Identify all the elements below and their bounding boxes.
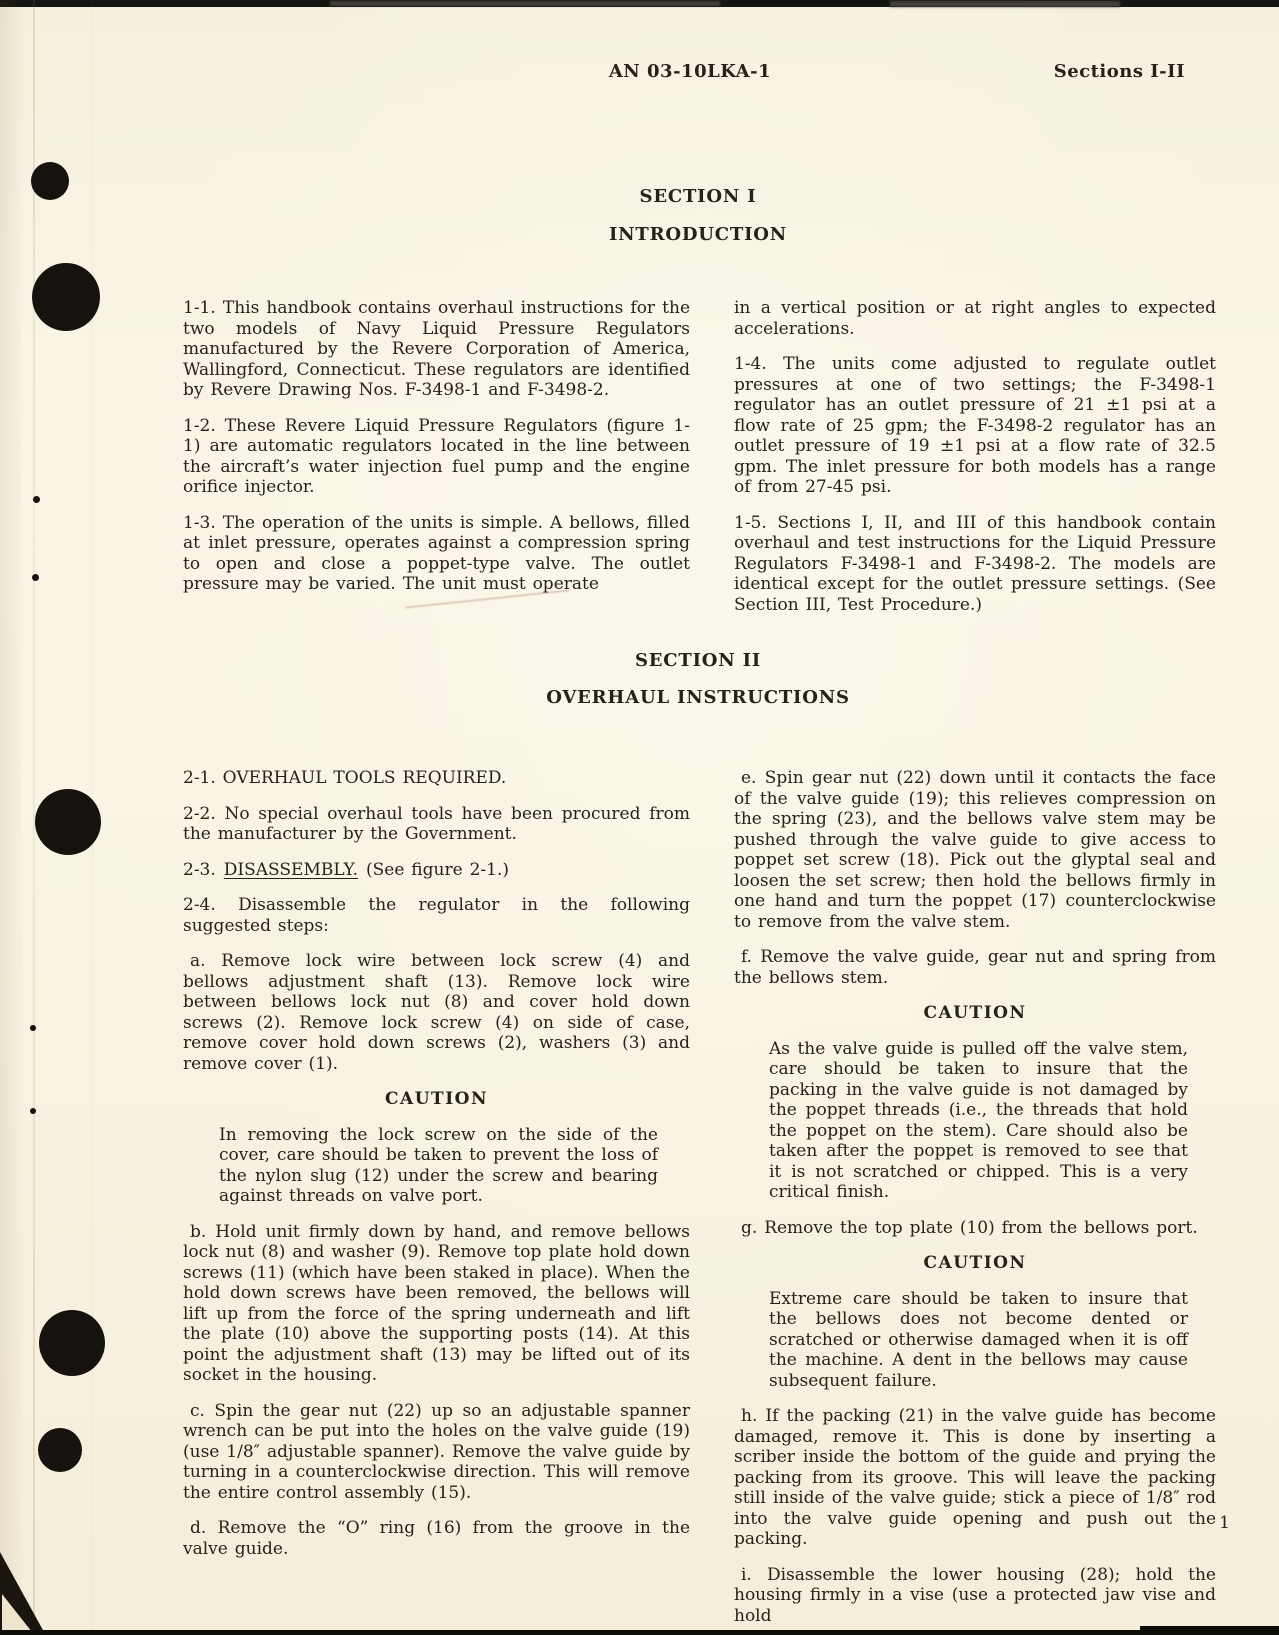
caution-heading: CAUTION (385, 1089, 488, 1109)
caution-heading: CAUTION (923, 1253, 1027, 1273)
caution-text: As the valve guide is pulled off the valve stem, care should be taken to insure that the packing in the valve guide is not damaged by the poppet threads (i.e., the threads that hold the poppet on the stem). Care should also be taken after the poppet is removed to see that it is not scratched or chipped. This is a very critical finish. (769, 1038, 1188, 1202)
step-g: g. Remove the top plate (10) from the bellows port. (741, 1217, 1198, 1238)
para-1-3: 1-3. The operation of the units is simple. A bellows, filled at inlet pressure, operates against a compression spring to open and close a poppet-type valve. The outlet pressure may be varied. The unit must operate (183, 512, 690, 594)
para-1-2: 1-2. These Revere Liquid Pressure Regulators (figure 1-1) are automatic regulators located in the line between the aircraft’s water injection fuel pump and the engine orifice injector. (183, 415, 690, 497)
binder-hole-dot (35, 789, 101, 855)
paper-edge-shade (0, 0, 22, 1635)
section2-subtitle: OVERHAUL INSTRUCTIONS (546, 687, 850, 708)
step-f: f. Remove the valve guide, gear nut and spring from the bellows stem. (734, 947, 1216, 988)
caution-heading: CAUTION (923, 1003, 1027, 1023)
ink-speck (33, 496, 40, 503)
step-c: c. Spin the gear nut (22) up so an adjustable spanner wrench can be put into the holes on the valve guide (19) (use 1/8″ adjustable spanner). Remove the valve guide by turning in a counterclockwise direction. This will remove the entire control assembly (15). (183, 1400, 690, 1503)
binder-hole-dot (32, 263, 100, 331)
document-number: AN 03-10LKA-1 (608, 61, 772, 82)
header-sections-reference: Sections I-II (1053, 61, 1185, 82)
para-1-5: 1-5. Sections I, II, and III of this handbook contain overhaul and test instructions for the Liquid Pressure Regulators F-3498-1 and F-3498-2. The models are identical except for the outlet pressure settings. (See Section III, Test Procedure.) (734, 512, 1216, 615)
para-1-3-continued: in a vertical position or at right angles to expected accelerations. (734, 298, 1216, 339)
scan-edge-smudge (890, 1, 1120, 7)
binder-hole-dot (39, 1310, 105, 1376)
section2-title: SECTION II (634, 650, 762, 671)
ink-speck (30, 1025, 36, 1031)
para-2-2: 2-2. No special overhaul tools have been procured from the manufacturer by the Government. (183, 803, 690, 844)
section2-left-column (183, 768, 690, 1574)
step-a: a. Remove lock wire between lock screw (4) and bellows adjustment shaft (13). Remove lock wire between bellows lock nut (8) and cover hold down screws (2). Remove lock screw (4) on side of case, remove cover hold down screws (2), washers (3) and remove cover (1). (183, 951, 690, 1074)
step-i: i. Disassemble the lower housing (28); hold the housing firmly in a vise (use a protected jaw vise and hold (734, 1564, 1216, 1626)
section1-right-column (734, 298, 1216, 630)
section1-title: SECTION I (639, 186, 757, 207)
scan-edge-smudge (330, 1, 720, 6)
ink-speck (32, 574, 39, 581)
section1-left-column (183, 298, 690, 610)
step-e: e. Spin gear nut (22) down until it contacts the face of the valve guide (19); this relieves compression on the spring (23), and the bellows valve stem may be pushed through the valve guide to give access to poppet set screw (18). Pick out the glyptal seal and loosen the set screw; then hold the bellows firmly in one hand and turn the poppet (17) counterclockwise to remove from the valve stem. (734, 768, 1216, 932)
caution-text: Extreme care should be taken to insure that the bellows does not become dented or scratched or otherwise damaged when it is off the machine. A dent in the bellows may cause subsequent failure. (769, 1288, 1188, 1391)
step-b: b. Hold unit firmly down by hand, and remove bellows lock nut (8) and washer (9). Remove top plate hold down screws (11) (which have been staked in place). When the hold down screws have been removed, the bellows will lift up from the force of the spring underneath and lift the plate (10) above the supporting posts (14). At this point the adjustment shaft (13) may be lifted out of its socket in the housing. (183, 1221, 690, 1385)
scan-edge-top (0, 0, 1279, 7)
step-h: h. If the packing (21) in the valve guide has become damaged, remove it. This is done by inserting a scriber inside the bottom of the guide and prying the packing from its groove. This will leave the packing still inside of the valve guide; stick a piece of 1/8″ rod into the valve guide opening and push out the packing. (734, 1406, 1216, 1549)
para-2-4: 2-4. Disassemble the regulator in the following suggested steps: (183, 895, 690, 936)
para-2-1: 2-1. OVERHAUL TOOLS REQUIRED. (183, 768, 507, 788)
section2-right-column (734, 768, 1216, 1635)
ink-speck (30, 1108, 36, 1114)
para-2-3 (183, 860, 690, 881)
binder-hole-dot (31, 162, 69, 200)
para-2-3-title-underlined: DISASSEMBLY. (223, 859, 358, 880)
binder-hole-dot (38, 1428, 82, 1472)
page-number: 1 (1219, 1513, 1230, 1533)
para-1-4: 1-4. The units come adjusted to regulate outlet pressures at one of two settings; the F-3498-1 regulator has an outlet pressure of 21 ±1 psi at a flow rate of 25 gpm; the F-3498-2 regulator has an outlet pressure of 19 ±1 psi at a flow rate of 32.5 gpm. The inlet pressure for both models has a range of from 27-45 psi. (734, 354, 1216, 497)
para-2-3-rest: (See figure 2-1.) (366, 859, 509, 880)
section1-subtitle: INTRODUCTION (608, 224, 788, 245)
caution-text: In removing the lock screw on the side of the cover, care should be taken to prevent the loss of the nylon slug (12) under the screw and bearing against threads on valve port. (219, 1124, 658, 1206)
para-1-1: 1-1. This handbook contains overhaul instructions for the two models of Navy Liquid Pressure Regulators manufactured by the Revere Corporation of America, Wallingford, Connecticut. These regulators are identified by Revere Drawing Nos. F-3498-1 and F-3498-2. (183, 298, 690, 400)
para-2-3-number: 2-3. (183, 859, 216, 880)
step-d: d. Remove the “O” ring (16) from the groove in the valve guide. (183, 1518, 690, 1559)
